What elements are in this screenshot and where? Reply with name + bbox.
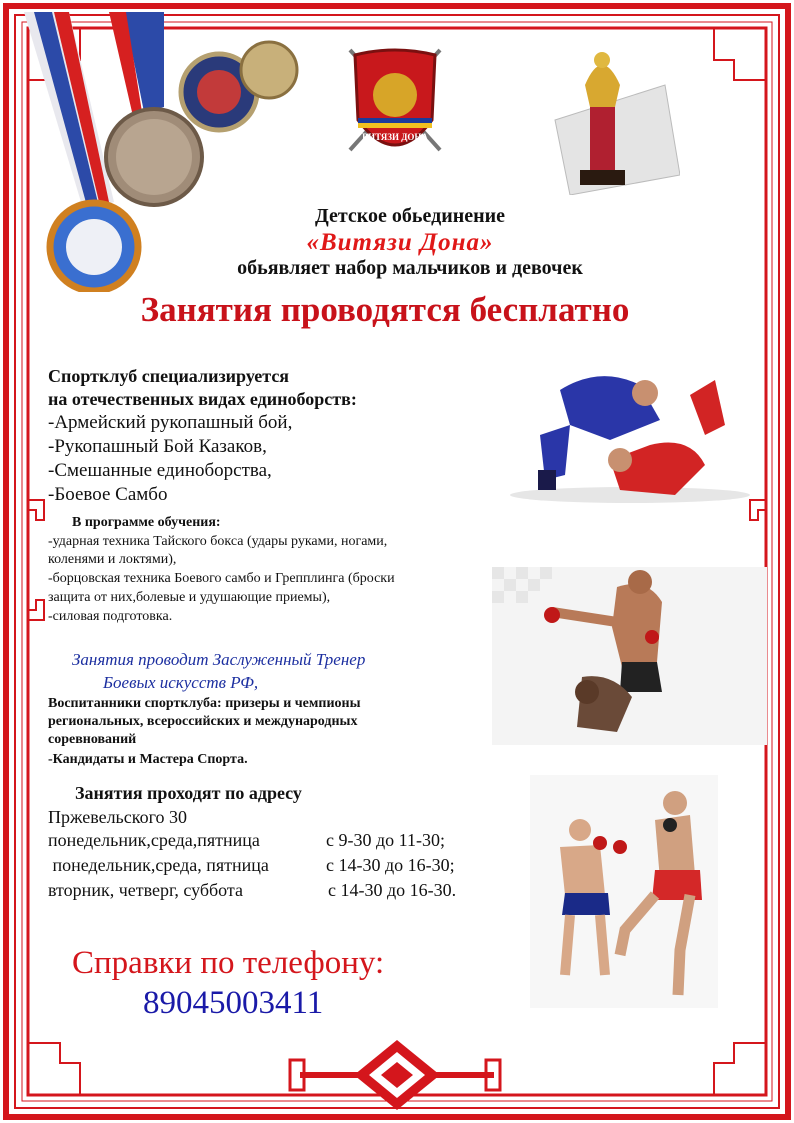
schedule-days: понедельник,среда, пятница [48,855,269,875]
spec-heading-2: на отечественных видах единоборств: [48,389,357,409]
pupils-line: региональных, всероссийских и международных [48,714,358,729]
program-line: коленями и локтями), [48,552,177,567]
kickboxing-photo [530,775,718,1008]
schedule-days: вторник, четверг, суббота [48,880,244,900]
program-line: -борцовская техника Боевого самбо и Грепплинга (броски [48,571,395,586]
schedule-time: с 14-30 до 16-30; [326,855,455,875]
program-line: -ударная техника Тайского бокса (удары руками, ногами, [48,534,388,549]
spec-item: -Смешанные единоборства, [48,460,272,481]
trainer-line2: Боевых искусств РФ, [103,673,259,692]
spec-item: -Боевое Самбо [48,484,168,505]
spec-heading-1: Спортклуб специализируется [48,366,290,386]
schedule-days: понедельник,среда,пятница [48,830,260,850]
schedule-time: с 14-30 до 16-30. [328,880,457,900]
trophy-image [545,45,680,195]
pupils-line: соревнований [48,732,137,747]
program-heading: В программе обучения: [72,515,221,530]
pupils-line: -Кандидаты и Мастера Спорта. [48,752,248,767]
org-name: «Витязи Дона» [306,229,494,256]
schedule-time: с 9-30 до 11-30; [326,830,445,850]
pupils-line: Воспитанники спортклуба: призеры и чемпионы [48,696,361,711]
program-line: защита от них,болевые и удушающие приемы), [48,590,331,605]
header-line3: обьявляет набор мальчиков и девочек [237,257,583,279]
spec-item: -Армейский рукопашный бой, [48,412,293,433]
mma-fighters-photo [492,567,767,745]
emblem-text: ВИТЯЗИ ДОНА [362,132,428,142]
emblem-logo [340,40,450,175]
free-title: Занятия проводятся бесплатно [140,290,630,329]
phone-number: 89045003411 [143,985,324,1021]
address-street: Пржевельского 30 [48,807,188,827]
program-line: -силовая подготовка. [48,609,173,624]
header-line1: Детское обьединение [314,205,506,227]
trainer-line1: Занятия проводит Заслуженный Тренер [72,650,366,669]
spec-item: -Рукопашный Бой Казаков, [48,436,267,457]
address-heading: Занятия проходят по адресу [75,783,302,803]
contact-label: Справки по телефону: [72,945,385,981]
sambo-throw-photo [500,345,765,505]
